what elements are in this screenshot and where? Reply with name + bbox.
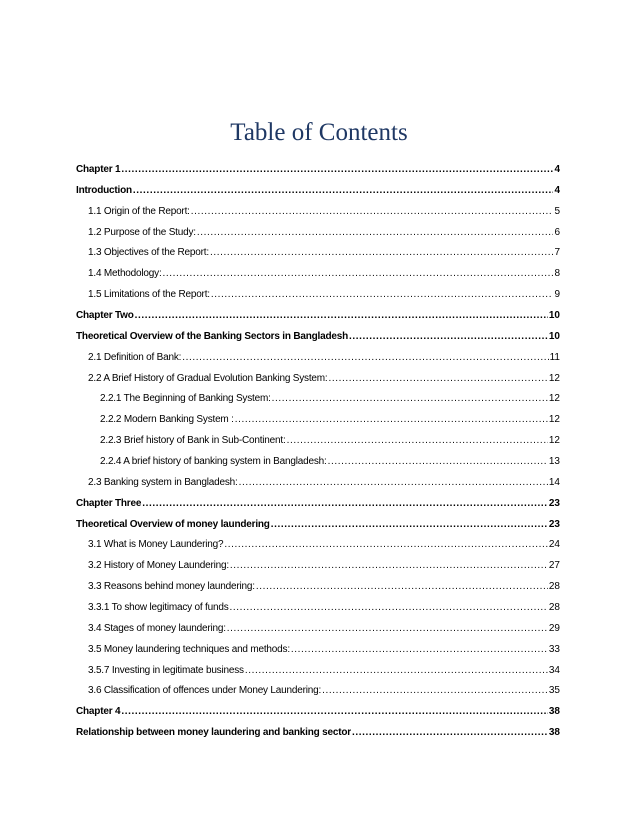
toc-entry[interactable] (76, 288, 560, 309)
toc-dot-leader (142, 497, 548, 511)
toc-entry[interactable] (76, 309, 560, 330)
toc-entry-title: 1.2 Purpose of the Study: (88, 226, 196, 238)
toc-dot-leader (328, 372, 547, 386)
toc-page-number: 12 (548, 393, 560, 405)
toc-entry-title: Chapter Two (76, 310, 134, 322)
toc-entry[interactable] (76, 705, 560, 726)
toc-entry-title: 1.3 Objectives of the Report: (88, 247, 209, 259)
toc-entry-title: 2.2.3 Brief history of Bank in Sub-Continent: (100, 435, 286, 447)
toc-page-number: 12 (548, 435, 560, 447)
toc-entry-title: 3.6 Classification of offences under Money Laundering: (88, 685, 322, 697)
toc-page-number: 4 (554, 164, 560, 175)
toc-entry[interactable] (76, 184, 560, 205)
toc-entry[interactable] (76, 664, 560, 685)
toc-page-number: 7 (554, 247, 560, 259)
toc-dot-leader (287, 434, 548, 448)
toc-page-number: 12 (548, 414, 560, 426)
toc-dot-leader (349, 330, 548, 344)
toc-entry[interactable] (76, 518, 560, 539)
toc-page-number: 27 (548, 560, 560, 572)
toc-page-number: 11 (549, 351, 560, 363)
toc-entry[interactable] (76, 205, 560, 226)
toc-dot-leader (256, 580, 548, 594)
toc-dot-leader (328, 455, 548, 469)
toc-entry[interactable] (76, 330, 560, 351)
toc-entry-title: Chapter 4 (76, 706, 121, 718)
toc-page-number: 5 (554, 205, 560, 217)
toc-entry[interactable] (76, 351, 560, 372)
toc-dot-leader (135, 309, 548, 323)
toc-entry-title: 2.2 A Brief History of Gradual Evolution Banking System: (88, 372, 328, 384)
toc-dot-leader (121, 163, 553, 177)
toc-dot-leader (322, 684, 548, 698)
toc-entry[interactable] (76, 538, 560, 559)
toc-entry[interactable] (76, 455, 560, 476)
toc-page-number: 38 (548, 727, 560, 739)
toc-entry-title: 1.1 Origin of the Report: (88, 205, 190, 217)
toc-entry-title: 3.1 What is Money Laundering? (88, 539, 224, 551)
toc-page-number: 8 (554, 268, 560, 280)
toc-entry-title: 3.3 Reasons behind money laundering: (88, 581, 255, 593)
toc-page-number: 10 (548, 310, 560, 322)
toc-page-number: 29 (548, 622, 560, 634)
toc-entry[interactable] (76, 497, 560, 518)
toc-entry[interactable] (76, 392, 560, 413)
toc-entry-title: Introduction (76, 184, 132, 196)
toc-entry-title: 3.5 Money laundering techniques and methods: (88, 643, 290, 655)
toc-entry[interactable] (76, 559, 560, 580)
toc-page-number: 35 (548, 685, 560, 697)
toc-page-number: 10 (548, 330, 560, 342)
toc-dot-leader (182, 351, 548, 365)
toc-dot-leader (211, 288, 554, 302)
toc-entry-title: 1.4 Methodology: (88, 268, 162, 280)
toc-entry-title: Theoretical Overview of the Banking Sectors in Bangladesh (76, 330, 349, 342)
toc-entry[interactable] (76, 684, 560, 705)
toc-page-number: 23 (548, 518, 560, 530)
toc-dot-leader (197, 226, 554, 240)
toc-page-number: 24 (548, 539, 560, 551)
toc-entry-title: Relationship between money laundering and banking sector (76, 727, 351, 739)
toc-dot-leader (271, 518, 548, 532)
toc-dot-leader (121, 705, 548, 719)
toc-page-number: 6 (554, 226, 560, 238)
toc-entry-title: Chapter 1 (76, 164, 121, 175)
toc-entry-title: 2.2.2 Modern Banking System : (100, 414, 234, 426)
toc-entry-title: 2.1 Definition of Bank: (88, 351, 182, 363)
toc-dot-leader (163, 267, 554, 281)
toc-entry-title: 2.2.1 The Beginning of Banking System: (100, 393, 271, 405)
toc-dot-leader (245, 664, 548, 678)
toc-entry[interactable] (76, 643, 560, 664)
toc-entry-title: 2.3 Banking system in Bangladesh: (88, 476, 238, 488)
toc-entry[interactable] (76, 580, 560, 601)
toc-dot-leader (291, 643, 548, 657)
toc-page-number: 14 (548, 476, 560, 488)
table-of-contents (76, 163, 560, 747)
toc-entry-title: 3.4 Stages of money laundering: (88, 622, 226, 634)
toc-dot-leader (230, 601, 548, 615)
toc-entry[interactable] (76, 372, 560, 393)
toc-entry-title: 3.2 History of Money Laundering: (88, 560, 229, 572)
toc-dot-leader (230, 559, 548, 573)
page-title: Table of Contents (230, 119, 408, 146)
toc-entry[interactable] (76, 476, 560, 497)
toc-entry[interactable] (76, 226, 560, 247)
toc-entry-title: 3.5.7 Investing in legitimate business (88, 664, 244, 676)
toc-page-number: 12 (548, 372, 560, 384)
toc-entry[interactable] (76, 267, 560, 288)
toc-dot-leader (272, 392, 548, 406)
toc-entry-title: Theoretical Overview of money laundering (76, 518, 270, 530)
toc-page-number: 9 (554, 289, 560, 301)
toc-entry[interactable] (76, 601, 560, 622)
toc-dot-leader (235, 413, 548, 427)
toc-entry-title: Chapter Three (76, 497, 142, 509)
toc-entry[interactable] (76, 622, 560, 643)
toc-page-number: 28 (548, 602, 560, 614)
toc-page-number: 34 (548, 664, 560, 676)
toc-entry[interactable] (76, 434, 560, 455)
toc-page-number: 13 (548, 456, 560, 468)
toc-page-number: 23 (548, 497, 560, 509)
toc-dot-leader (224, 538, 547, 552)
toc-entry-title: 1.5 Limitations of the Report: (88, 289, 210, 301)
toc-page-number: 4 (554, 184, 560, 196)
toc-entry-title: 3.3.1 To show legitimacy of funds (88, 602, 229, 614)
toc-dot-leader (239, 476, 548, 490)
toc-entry[interactable] (76, 726, 560, 747)
toc-page-number: 38 (548, 706, 560, 718)
toc-entry[interactable] (76, 246, 560, 267)
toc-dot-leader (133, 184, 554, 198)
toc-entry-title: 2.2.4 A brief history of banking system in Bangladesh: (100, 456, 327, 468)
toc-dot-leader (227, 622, 548, 636)
toc-dot-leader (210, 246, 554, 260)
toc-entry[interactable] (76, 413, 560, 434)
toc-page-number: 28 (548, 581, 560, 593)
toc-entry[interactable] (76, 163, 560, 184)
toc-dot-leader (191, 205, 554, 219)
toc-page-number: 33 (548, 643, 560, 655)
toc-dot-leader (352, 726, 548, 740)
